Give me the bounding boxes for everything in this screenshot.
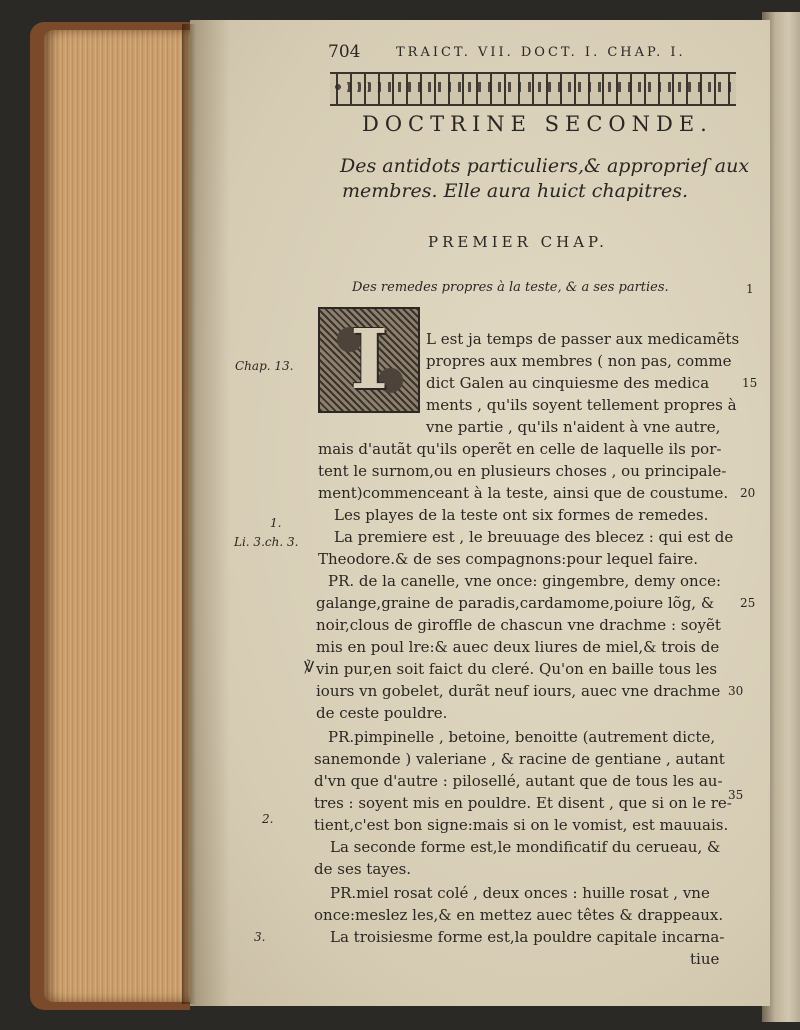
body-line: mais d'autãt qu'ils operẽt en celle de laquelle ils por- — [318, 440, 722, 458]
line-number: 30 — [728, 684, 744, 698]
body-line: iours vn gobelet, durãt neuf iours, auec vne drachme — [316, 682, 721, 700]
body-line: PR.miel rosat colé , deux onces : huille rosat , vne — [330, 884, 710, 902]
page-number: 704 — [328, 42, 361, 62]
body-line: de ceste pouldre. — [316, 704, 448, 722]
body-line: de ses tayes. — [314, 860, 412, 878]
margin-note: Chap. 13. — [235, 359, 294, 373]
body-line: L est ja temps de passer aux medicamẽts — [426, 330, 740, 348]
margin-note: 3. — [254, 930, 266, 944]
margin-note: 1. — [270, 516, 282, 530]
subtitle-line-2: membres. Elle aura huict chapitres. — [342, 180, 688, 202]
initial-letter: I — [349, 312, 389, 408]
body-line: PR. de la canelle, vne once: gingembre, demy once: — [328, 572, 722, 590]
subtitle-line-1: Des antidots particuliers,& approprieſ aux — [340, 155, 750, 177]
margin-note: Li. 3.ch. 3. — [234, 535, 299, 549]
body-line: Les playes de la teste ont six formes de remedes. — [334, 506, 709, 524]
body-line: La seconde forme est,le mondificatif du cerueau, & — [330, 838, 721, 856]
response-symbol: ℣ — [304, 658, 315, 676]
chapter-description: Des remedes propres à la teste, & a ses parties. — [352, 280, 669, 295]
body-line: d'vn que d'autre : pilosellé, autant que de tous les au- — [314, 772, 723, 790]
body-line: once:meslez les,& en mettez auec têtes & drappeaux. — [314, 906, 724, 924]
spine-shadow — [182, 24, 196, 1004]
body-line: noir,clous de giroffle de chascun vne drachme : soyẽt — [316, 616, 721, 634]
line-number: 1 — [746, 282, 754, 296]
body-line: PR.pimpinelle , betoine, benoitte (autrement dicte, — [328, 728, 716, 746]
body-line: ment)commenceant à la teste, ainsi que de coustume. — [318, 484, 729, 502]
margin-note: 2. — [262, 812, 274, 826]
body-line: tient,c'est bon signe:mais si on le vomist, est mauuais. — [314, 816, 729, 834]
decorated-initial — [318, 307, 420, 413]
body-line: Theodore.& de ses compagnons:pour lequel faire. — [318, 550, 699, 568]
line-number: 25 — [740, 596, 756, 610]
book-page — [190, 20, 770, 1006]
body-line: La troisiesme forme est,la pouldre capitale incarna- — [330, 928, 725, 946]
body-line: dict Galen au cinquiesme des medica — [426, 374, 710, 392]
body-line: tres : soyent mis en pouldre. Et disent , que si on le re- — [314, 794, 732, 812]
body-line: vne partie , qu'ils n'aident à vne autre, — [426, 418, 721, 436]
body-line: tent le surnom,ou en plusieurs choses , ou principale- — [318, 462, 727, 480]
body-line: propres aux membres ( non pas, comme — [426, 352, 732, 370]
body-line: mis en poul lre:& auec deux liures de miel,& trois de — [316, 638, 720, 656]
body-line: sanemonde ) valeriane , & racine de gentiane , autant — [314, 750, 725, 768]
body-line: vin pur,en soit faict du cleré. Qu'on en baille tous les — [316, 660, 718, 678]
body-line: tiue — [690, 950, 720, 968]
ornamental-band — [330, 72, 736, 106]
line-number: 15 — [742, 376, 758, 390]
page-fore-edge — [44, 30, 194, 1002]
body-line: galange,graine de paradis,cardamome,poiure lõg, & — [316, 594, 715, 612]
body-line: La premiere est , le breuuage des blecez : qui est de — [334, 528, 734, 546]
page-gutter-shadow — [190, 20, 230, 1006]
body-line: ments , qu'ils soyent tellement propres à — [426, 396, 737, 414]
line-number: 35 — [728, 788, 744, 802]
line-number: 20 — [740, 486, 756, 500]
chapter-title: PREMIER CHAP. — [428, 233, 608, 251]
running-title: TRAICT. VII. DOCT. I. CHAP. I. — [396, 45, 686, 60]
doctrine-title: DOCTRINE SECONDE. — [362, 112, 713, 136]
